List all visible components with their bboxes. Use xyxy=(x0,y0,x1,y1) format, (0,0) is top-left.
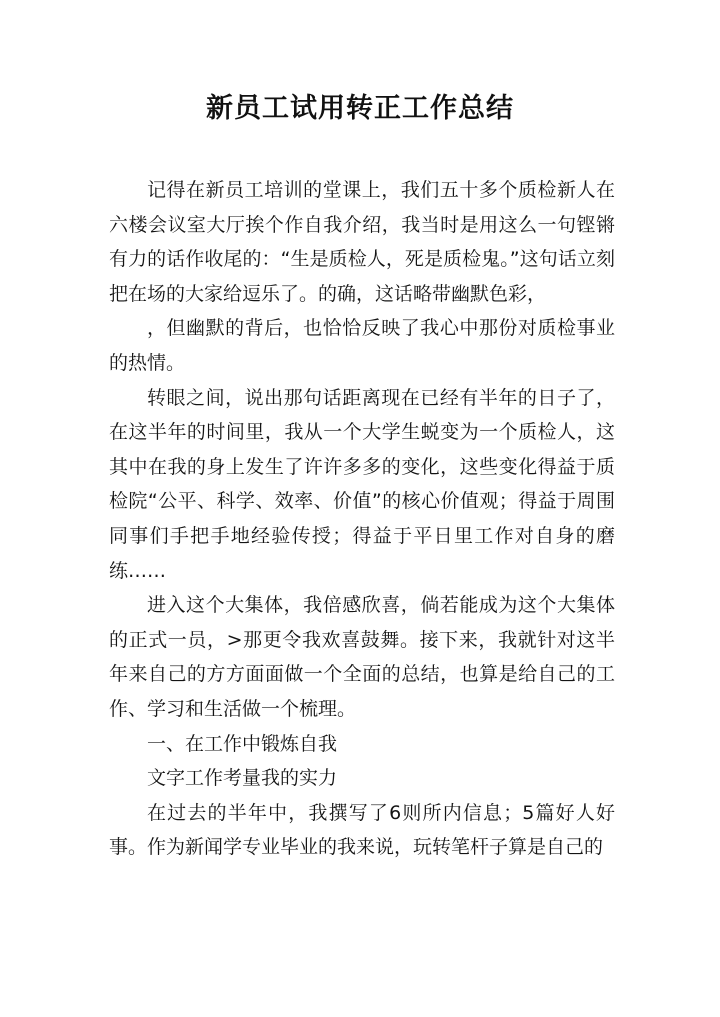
document-body xyxy=(109,173,615,865)
paragraph: 进入这个大集体，我倍感欣喜，倘若能成为这个大集体的正式一员，>那更令我欢喜鼓舞。接下来，我就针对这半年来自己的方方面面做一个全面的总结，也算是给自己的工作、学习和生活做一个梳理。 xyxy=(109,594,615,720)
section-heading: 一、在工作中锻炼自我 xyxy=(147,732,338,755)
paragraph: 记得在新员工培训的堂课上，我们五十多个质检新人在六楼会议室大厅挨个作自我介绍，我当时是用这么一句铿锵有力的话作收尾的：“生是质检人，死是质检鬼。”这句话立刻把在场的大家给逗乐了。的确，这话略带幽默色彩， xyxy=(109,179,615,305)
paragraph: 在过去的半年中，我撰写了6则所内信息；5篇好人好事。作为新闻学专业毕业的我来说，玩转笔杆子算是自己的 xyxy=(109,801,615,859)
paragraph: 转眼之间，说出那句话距离现在已经有半年的日子了，在这半年的时间里，我从一个大学生蜕变为一个质检人，这其中在我的身上发生了许许多多的变化，这些变化得益于质检院“公平、科学、效率、价值”的核心价值观；得益于周围同事们手把手地经验传授；得益于平日里工作对自身的磨练…… xyxy=(109,386,615,582)
document-title: 新员工试用转正工作总结 xyxy=(206,93,514,124)
paragraph: ，但幽默的背后，也恰恰反映了我心中那份对质检事业的热情。 xyxy=(109,317,615,374)
subsection-heading: 文字工作考量我的实力 xyxy=(147,767,338,790)
